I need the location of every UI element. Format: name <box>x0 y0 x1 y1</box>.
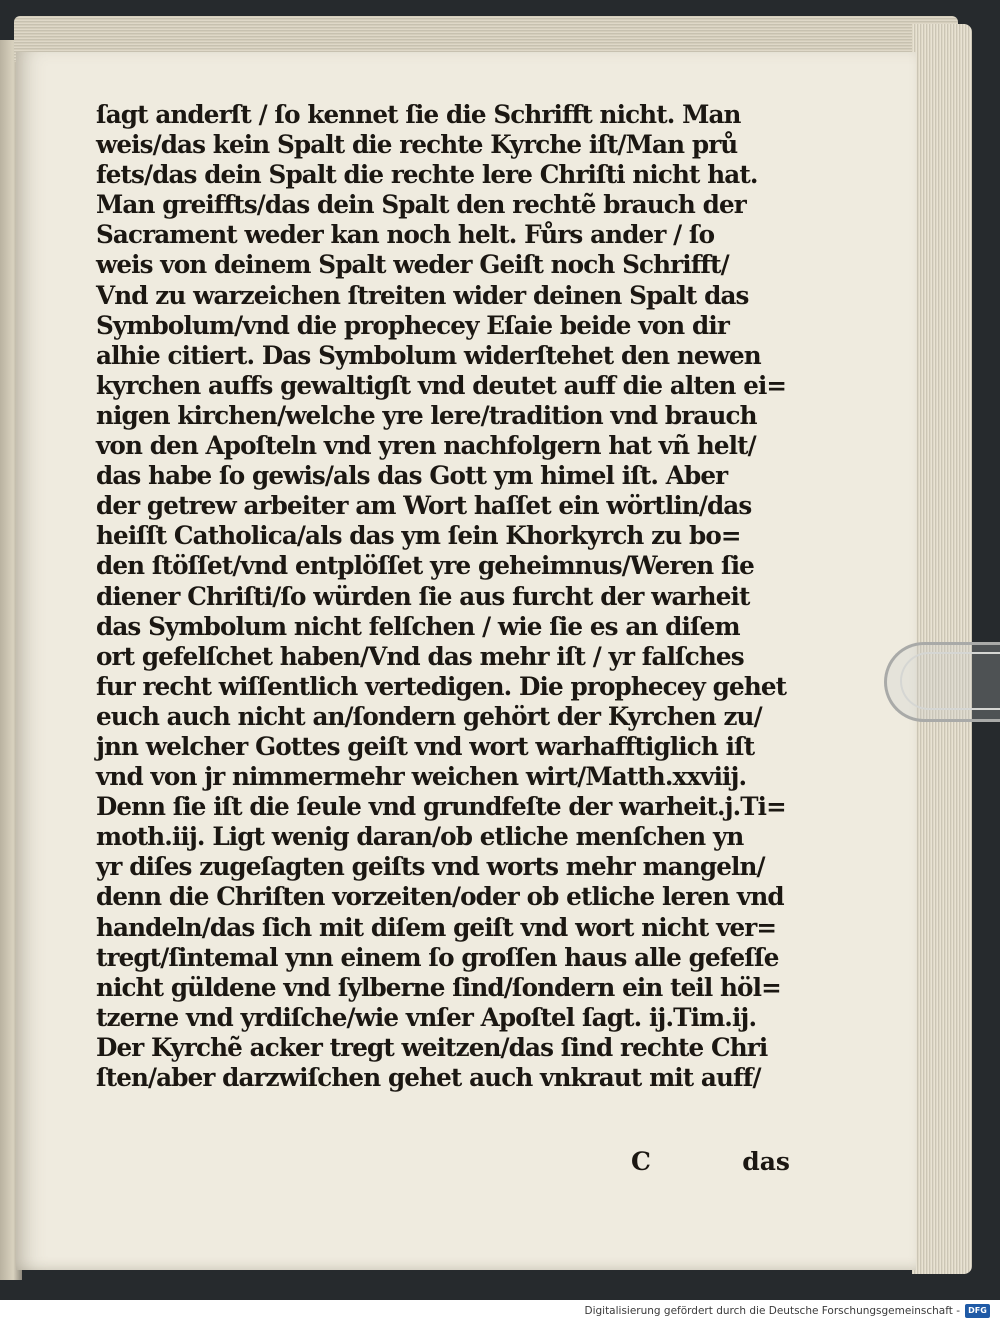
catchword: das <box>742 1147 790 1176</box>
text-line: tzerne vnd yrdiſche/wie vnſer Apoſtel ſagt. ij.Tim.ij. <box>96 1002 757 1032</box>
text-line: euch auch nicht an/ſondern gehört der Kyrchen zu/ <box>96 701 762 731</box>
text-line: jnn welcher Gottes geiſt vnd wort warhafftiglich iſt <box>96 731 755 761</box>
page-text <box>96 100 796 1093</box>
text-line: ſten/aber darzwiſchen gehet auch vnkraut mit auff/ <box>96 1063 761 1092</box>
text-line: das Symbolum nicht felſchen / wie ſie es an diſem <box>96 611 740 641</box>
text-line: Denn ſie iſt die ſeule vnd grundfeſte der warheit.j.Ti= <box>96 792 786 822</box>
text-line: yr diſes zugeſagten geiſts vnd worts mehr mangeln/ <box>96 852 765 882</box>
digitization-footer <box>0 1300 1000 1323</box>
text-line: ſagt anderſt / ſo kennet ſie die Schrifft nicht. Man <box>96 100 741 129</box>
text-line: nicht güldene vnd ſylberne ſind/ſondern ein teil höl= <box>96 972 781 1002</box>
funding-notice: Digitalisierung gefördert durch die Deutsche Forschungsgemeinschaft - <box>584 1305 960 1317</box>
text-line: moth.iij. Ligt wenig daran/ob etliche menſchen yn <box>96 822 744 852</box>
text-line: denn die Chriſten vorzeiten/oder ob etliche leren vnd <box>96 882 784 912</box>
text-line: fur recht wiſſentlich vertedigen. Die prophecey gehet <box>96 671 787 701</box>
text-line: Man greiffts/das dein Spalt den rechtẽ brauch der <box>96 190 746 220</box>
text-line: Sacrament weder kan noch helt. Fůrs ander / ſo <box>96 220 715 250</box>
text-line: weis/das kein Spalt die rechte Kyrche iſt/Man prů <box>96 130 738 160</box>
text-line: der getrew arbeiter am Wort haſſet ein wörtlin/das <box>96 491 752 521</box>
signature-mark: C <box>631 1147 651 1176</box>
text-line: handeln/das ſich mit diſem geiſt vnd wort nicht ver= <box>96 912 777 942</box>
text-line: den ſtöſſet/vnd entplöſſet yre geheimnus/Weren ſie <box>96 551 754 581</box>
text-line: tregt/ſintemal ynn einem ſo groſſen haus alle gefeſſe <box>96 942 779 972</box>
text-line: heiſſt Catholica/als das ym ſein Khorkyrch zu bo= <box>96 521 741 551</box>
text-line: kyrchen auffs gewaltigſt vnd deutet auff die alten ei= <box>96 370 787 400</box>
text-line: Vnd zu warzeichen ſtreiten wider deinen Spalt das <box>96 280 749 310</box>
text-line: fets/das dein Spalt die rechte lere Chriſti nicht hat. <box>96 160 758 190</box>
text-line: alhie citiert. Das Symbolum widerſtehet den newen <box>96 340 761 370</box>
text-line: ort gefelſchet haben/Vnd das mehr iſt / yr falſches <box>96 641 744 671</box>
text-line: diener Chriſti/ſo würden ſie aus furcht der warheit <box>96 581 750 611</box>
text-line: weis von deinem Spalt weder Geiſt noch Schrifft/ <box>96 250 729 280</box>
text-line: von den Apoſteln vnd yren nachfolgern hat vñ helt/ <box>96 431 756 461</box>
text-line: vnd von jr nimmermehr weichen wirt/Matth.xxviij. <box>96 762 747 792</box>
page-footer-marks <box>96 1147 796 1179</box>
text-line: das habe ſo gewis/als das Gott ym himel iſt. Aber <box>96 461 728 491</box>
dfg-logo: DFG <box>965 1304 990 1318</box>
text-line: Der Kyrchẽ acker tregt weitzen/das ſind rechte Chri <box>96 1032 768 1062</box>
page-clip-inner <box>900 652 1000 710</box>
text-line: nigen kirchen/welche yre lere/tradition vnd brauch <box>96 400 757 430</box>
text-line: Symbolum/vnd die prophecey Eſaie beide von dir <box>96 310 729 340</box>
